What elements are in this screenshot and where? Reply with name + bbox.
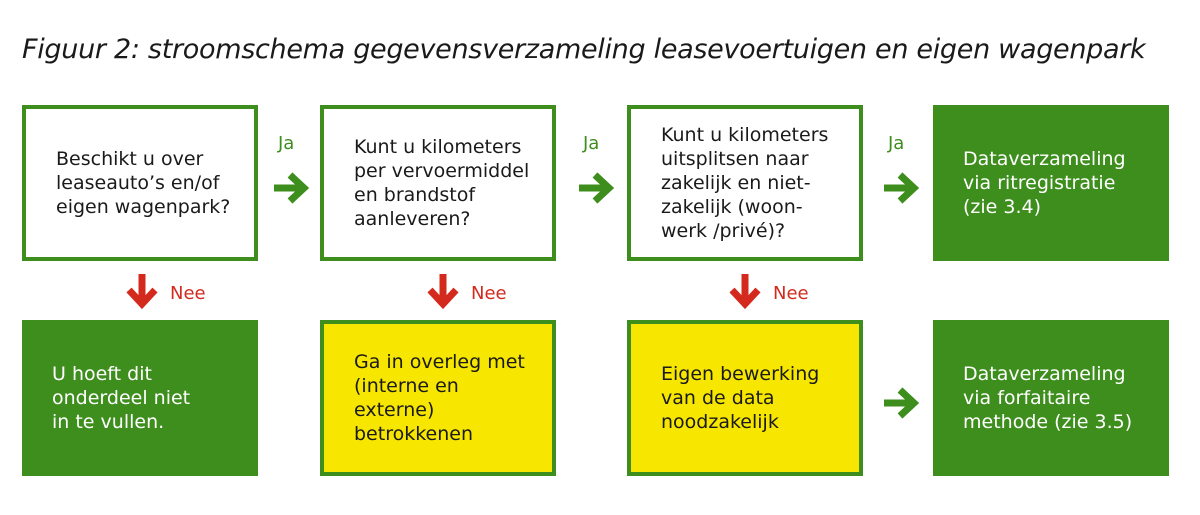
arrow-down-icon <box>727 272 763 310</box>
no-label: Nee <box>471 283 507 304</box>
question-box-km-split <box>627 105 863 261</box>
action-text: Eigen bewerking van de data noodzakelijk <box>661 363 820 433</box>
arrow-right-icon <box>880 385 920 421</box>
action-box-consult-stakeholders <box>320 320 556 476</box>
result-text: Dataverzameling via forfaitaire methode (zie 3.5) <box>963 363 1133 433</box>
question-box-lease-vehicles <box>22 105 258 261</box>
question-box-km-per-vehicle <box>320 105 556 261</box>
result-box-trip-registration <box>933 105 1169 261</box>
no-label: Nee <box>773 283 809 304</box>
yes-label: Ja <box>278 133 295 154</box>
result-text: Dataverzameling via ritregistratie (zie 3.4) <box>963 148 1126 218</box>
result-box-not-required <box>22 320 258 476</box>
yes-label: Ja <box>888 133 905 154</box>
action-text: Ga in overleg met (interne en externe) betrokkenen <box>354 351 525 445</box>
arrow-down-icon <box>124 272 160 310</box>
result-box-flat-rate-method <box>933 320 1169 476</box>
no-label: Nee <box>170 283 206 304</box>
arrow-right-icon <box>575 170 615 206</box>
question-text: Beschikt u over leaseauto’s en/of eigen wagenpark? <box>56 148 231 218</box>
yes-label: Ja <box>583 133 600 154</box>
question-text: Kunt u kilometers uitsplitsen naar zakelijk en niet- zakelijk (woon- werk /privé)? <box>661 124 829 242</box>
arrow-down-icon <box>425 272 461 310</box>
figure-title: Figuur 2: stroomschema gegevensverzameling leasevoertuigen en eigen wagenpark <box>22 34 1146 65</box>
arrow-right-icon <box>270 170 310 206</box>
arrow-right-icon <box>880 170 920 206</box>
action-box-own-processing <box>627 320 863 476</box>
result-text: U hoeft dit onderdeel niet in te vullen. <box>52 363 191 433</box>
question-text: Kunt u kilometers per vervoermiddel en brandstof aanleveren? <box>354 136 530 230</box>
